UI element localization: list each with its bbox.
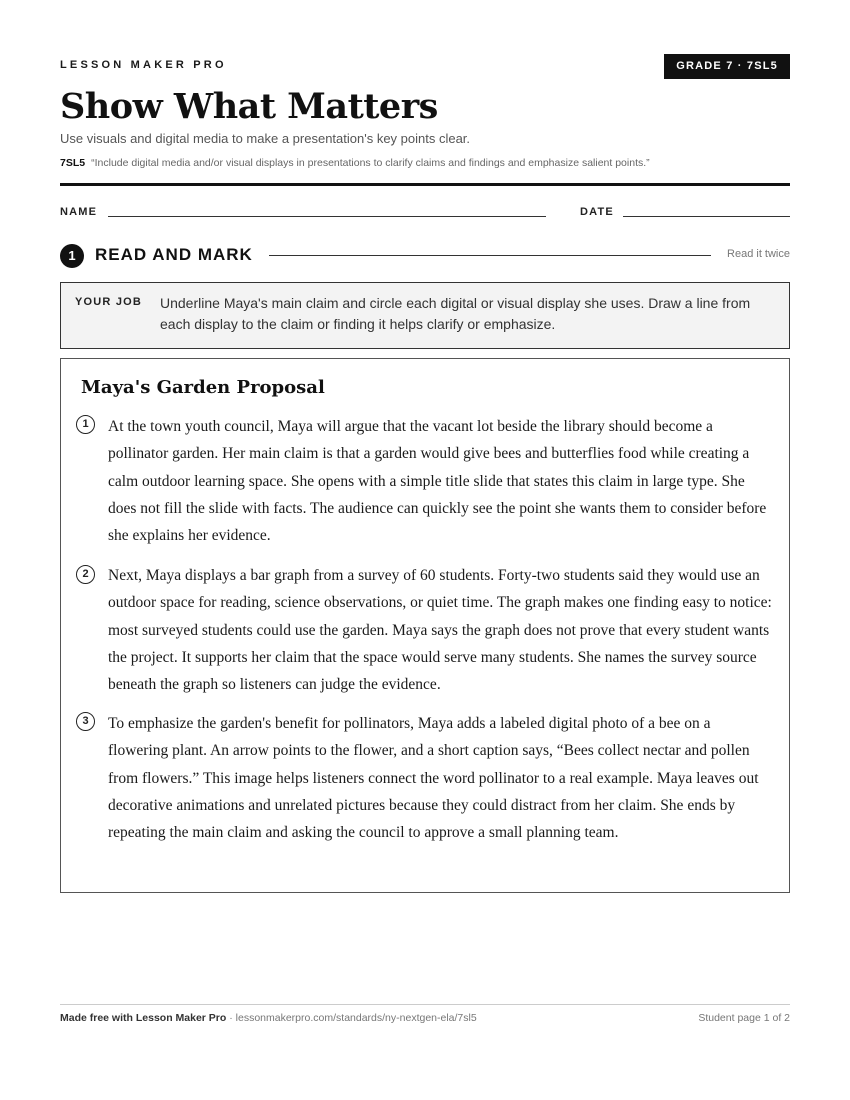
footer-divider: [60, 1004, 790, 1005]
section-title: READ AND MARK: [95, 245, 253, 264]
name-label: NAME: [60, 206, 98, 218]
standard-line: [60, 157, 650, 169]
footer-made-with: Made free with Lesson Maker Pro: [60, 1012, 227, 1024]
instructions-text: Underline Maya's main claim and circle each digital or visual display she uses. Draw a line from each display to the claim or finding it helps clarify or emphasize.: [160, 295, 751, 332]
step-number-badge: 1: [60, 244, 84, 268]
page-subtitle: Use visuals and digital media to make a presentation's key points clear.: [60, 131, 471, 146]
brand-name: LESSON MAKER PRO: [60, 59, 227, 71]
reading-passage: [60, 358, 790, 893]
date-field[interactable]: [623, 216, 790, 217]
paragraph-number-badge: 3: [76, 712, 95, 731]
date-label: DATE: [580, 206, 614, 218]
standard-code: 7SL5: [60, 157, 86, 169]
worksheet-page: [60, 0, 790, 1100]
standard-text: “Include digital media and/or visual displays in presentations to clarify claims and findings and emphasize salient points.”: [91, 157, 650, 169]
footer-credit: [60, 1012, 477, 1024]
instructions-box: [60, 282, 790, 349]
passage-paragraph: Next, Maya displays a bar graph from a survey of 60 students. Forty-two students said they would use an outdoor space for reading, science observations, or quiet time. The graph makes one finding easy to notice: most surveyed students could use the garden. Maya says the graph does not prove that every student wants the project. It supports her claim that the space would serve many students. She names the survey source beneath the graph so listeners can judge the evidence.: [108, 567, 772, 694]
paragraph-number-badge: 1: [76, 415, 95, 434]
name-field[interactable]: [108, 216, 546, 217]
page-indicator: Student page 1 of 2: [698, 1012, 790, 1024]
instructions-label: YOUR JOB: [75, 296, 143, 308]
grade-badge: GRADE 7 · 7SL5: [664, 54, 790, 79]
page-title: Show What Matters: [60, 86, 438, 127]
passage-paragraph: At the town youth council, Maya will argue that the vacant lot beside the library should become a pollinator garden. Her main claim is that a garden would give bees and butterflies food while creating a calm outdoor learning space. She opens with a simple title slide that states this claim in large type. She does not fill the slide with facts. The audience can quickly see the point she wants them to consider before she explains her evidence.: [108, 418, 767, 545]
section-header: [60, 243, 790, 269]
section-note: Read it twice: [727, 248, 790, 260]
footer-url[interactable]: lessonmakerpro.com/standards/ny-nextgen-ela/7sl5: [235, 1012, 477, 1024]
footer-separator: ·: [226, 1012, 236, 1024]
header-divider: [60, 183, 790, 186]
passage-title: Maya's Garden Proposal: [81, 377, 325, 398]
passage-paragraph: To emphasize the garden's benefit for pollinators, Maya adds a labeled digital photo of a bee on a flowering plant. An arrow points to the flower, and a short caption says, “Bees collect nectar and pollen from flowers.” This image helps listeners connect the word pollinator to a real example. Maya leaves out decorative animations and unrelated pictures because they could distract from her claim. She ends by repeating the main claim and asking the council to approve a small planning team.: [108, 715, 759, 842]
paragraph-number-badge: 2: [76, 565, 95, 584]
section-divider: [269, 255, 711, 256]
